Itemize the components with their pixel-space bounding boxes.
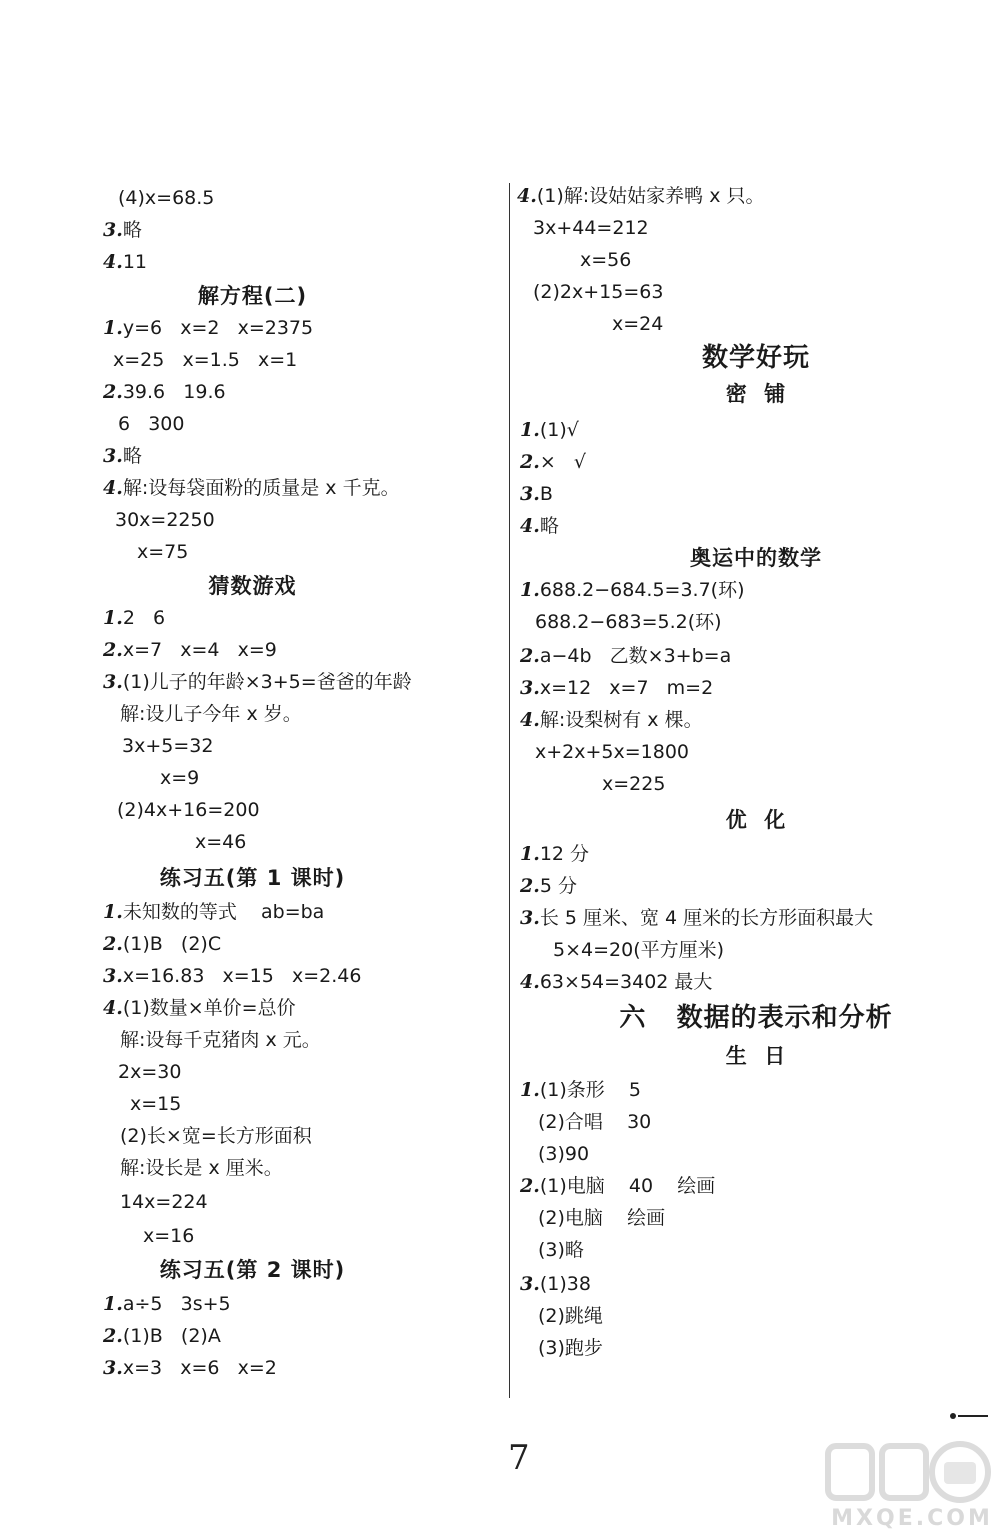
answer-line <box>553 938 724 962</box>
answer-text: 5×4=20(平方厘米) <box>553 939 725 961</box>
answer-text: 解:设长是 x 厘米。 <box>120 1157 283 1179</box>
answer-line <box>520 708 703 732</box>
question-number: 3. <box>103 219 123 241</box>
answer-text: (1)数量×单价=总价 <box>122 997 296 1019</box>
question-number: 2. <box>103 381 123 403</box>
answer-line <box>533 280 663 304</box>
answer-line <box>103 476 400 500</box>
answer-line <box>103 964 361 988</box>
answer-line <box>115 508 215 532</box>
answer-text: (2)合唱 30 <box>538 1111 652 1133</box>
answer-line <box>160 766 199 790</box>
answer-text: x=75 <box>137 541 189 563</box>
question-number: 2. <box>103 639 123 661</box>
answer-line <box>538 1238 584 1262</box>
answer-line <box>103 316 313 340</box>
answer-text: x=56 <box>580 249 632 271</box>
section-heading: 六 数据的表示和分析 <box>619 1003 893 1033</box>
answer-text: 688.2−684.5=3.7(环) <box>539 579 745 601</box>
answer-line <box>538 1142 589 1166</box>
answer-text: x=225 <box>602 773 666 795</box>
answer-line <box>535 740 689 764</box>
answer-text: 11 <box>122 251 148 273</box>
answer-text: 解:设每袋面粉的质量是 x 千克。 <box>122 477 400 499</box>
question-number: 4. <box>520 971 540 993</box>
answer-line <box>137 540 188 564</box>
question-number: 1. <box>520 1079 540 1101</box>
answer-text: 略 <box>122 219 142 241</box>
answer-line <box>120 1028 321 1052</box>
answer-line <box>612 312 663 336</box>
answer-line <box>118 186 214 210</box>
answer-text: 2 6 <box>122 607 166 629</box>
answer-text: (1)B (2)C <box>122 933 222 955</box>
answer-text: (1)条形 5 <box>539 1079 642 1101</box>
question-number: 1. <box>520 419 540 441</box>
answer-text: 6 300 <box>118 413 185 435</box>
answer-line <box>122 734 213 758</box>
section-heading: 生 日 <box>725 1044 787 1068</box>
answer-line <box>103 606 165 630</box>
answer-text: (3)略 <box>538 1239 584 1261</box>
answer-text: 解:设每千克猪肉 x 元。 <box>120 1029 321 1051</box>
question-number: 3. <box>520 907 540 929</box>
answer-text: (1)B (2)A <box>122 1325 221 1347</box>
answer-line <box>120 1124 312 1148</box>
question-number: 1. <box>520 579 540 601</box>
section-heading: 解方程(二) <box>197 284 308 308</box>
answer-text: 解:设儿子今年 x 岁。 <box>120 703 302 725</box>
answer-line <box>538 1206 665 1230</box>
answer-text: x+2x+5x=1800 <box>535 741 690 763</box>
column-divider <box>509 183 510 1398</box>
question-number: 2. <box>520 875 540 897</box>
question-number: 1. <box>103 901 123 923</box>
question-number: 3. <box>520 1273 540 1295</box>
question-number: 3. <box>520 677 540 699</box>
answer-text: x=24 <box>612 313 664 335</box>
question-number: 2. <box>103 933 123 955</box>
section-heading: 练习五(第 2 课时) <box>159 1258 346 1282</box>
answer-line <box>103 932 221 956</box>
question-number: 2. <box>520 1175 540 1197</box>
answer-line <box>103 1292 231 1316</box>
section-heading: 猜数游戏 <box>208 574 297 598</box>
answer-text: (2)跳绳 <box>538 1305 603 1327</box>
question-number: 3. <box>103 1357 123 1379</box>
answer-text: (2)2x+15=63 <box>533 281 664 303</box>
answer-line <box>517 184 764 208</box>
section-heading: 数学好玩 <box>701 343 810 373</box>
answer-text: 未知数的等式 ab=ba <box>122 901 325 923</box>
answer-text: 3x+5=32 <box>122 735 214 757</box>
answer-text: (1)电脑 40 绘画 <box>539 1175 716 1197</box>
answer-line <box>520 842 589 866</box>
answer-text: 30x=2250 <box>115 509 215 531</box>
question-number: 4. <box>520 515 540 537</box>
answer-line <box>520 1174 715 1198</box>
answer-line <box>520 514 559 538</box>
answer-line <box>520 1272 591 1296</box>
question-number: 1. <box>520 843 540 865</box>
answer-text: B <box>539 483 553 505</box>
answer-text: a−4b 乙数×3+b=a <box>539 645 732 667</box>
answer-line <box>520 644 731 668</box>
answer-text: 14x=224 <box>120 1191 208 1213</box>
question-number: 2. <box>520 645 540 667</box>
answer-line <box>538 1336 603 1360</box>
answer-line <box>580 248 631 272</box>
question-number: 4. <box>103 477 123 499</box>
answer-text: 63×54=3402 最大 <box>539 971 713 993</box>
answer-line <box>103 444 142 468</box>
answer-text: (4)x=68.5 <box>118 187 215 209</box>
answer-text: (1)√ <box>539 419 579 441</box>
answer-line <box>103 1324 221 1348</box>
answer-line <box>602 772 665 796</box>
answer-text: 3x+44=212 <box>533 217 649 239</box>
answer-text: y=6 x=2 x=2375 <box>122 317 314 339</box>
section-heading: 密 铺 <box>725 382 787 406</box>
answer-text: x=46 <box>195 831 247 853</box>
answer-text: 略 <box>539 515 559 537</box>
answer-text: (2)4x+16=200 <box>117 799 260 821</box>
question-number: 3. <box>103 965 123 987</box>
question-number: 3. <box>103 671 123 693</box>
answer-text: (2)电脑 绘画 <box>538 1207 666 1229</box>
answer-line <box>520 676 713 700</box>
answer-line <box>118 1060 181 1084</box>
answer-line <box>520 874 577 898</box>
answer-line <box>120 1156 283 1180</box>
answer-text: x=25 x=1.5 x=1 <box>113 349 298 371</box>
answer-line <box>103 900 324 924</box>
answer-text: (2)长×宽=长方形面积 <box>120 1125 312 1147</box>
question-number: 3. <box>103 445 123 467</box>
answer-text: (1)儿子的年龄×3+5=爸爸的年龄 <box>122 671 412 693</box>
section-heading: 优 化 <box>725 808 787 832</box>
question-number: 1. <box>103 317 123 339</box>
watermark-logo <box>820 1440 1000 1531</box>
answer-line <box>143 1224 194 1248</box>
answer-text: x=15 <box>130 1093 182 1115</box>
answer-line <box>118 412 184 436</box>
answer-line <box>113 348 297 372</box>
question-number: 2. <box>103 1325 123 1347</box>
answer-line <box>538 1304 603 1328</box>
answer-line <box>120 1190 208 1214</box>
answer-line <box>538 1110 651 1134</box>
answer-text: 39.6 19.6 <box>122 381 226 403</box>
answer-text: 略 <box>122 445 142 467</box>
answer-line <box>195 830 246 854</box>
question-number: 1. <box>103 607 123 629</box>
answer-text: 长 5 厘米、宽 4 厘米的长方形面积最大 <box>539 907 874 929</box>
answer-line <box>520 970 712 994</box>
answer-line <box>520 418 579 442</box>
page-number: 7 <box>508 1438 530 1478</box>
answer-text: x=9 <box>160 767 200 789</box>
question-number: 4. <box>103 997 123 1019</box>
question-number: 4. <box>520 709 540 731</box>
answer-line <box>103 1356 277 1380</box>
answer-text: (3)90 <box>538 1143 590 1165</box>
answer-text: (3)跑步 <box>538 1337 603 1359</box>
question-number: 2. <box>520 451 540 473</box>
answer-line <box>103 996 296 1020</box>
answer-text: 12 分 <box>539 843 590 865</box>
watermark-text: MXQE.COM <box>831 1506 993 1531</box>
question-number: 1. <box>103 1293 123 1315</box>
answer-text: 5 分 <box>539 875 577 897</box>
answer-line <box>117 798 260 822</box>
answer-line <box>520 906 873 930</box>
answer-line <box>103 670 412 694</box>
section-heading: 练习五(第 1 课时) <box>159 866 346 890</box>
answer-line <box>103 638 277 662</box>
answer-line <box>520 482 553 506</box>
answer-text: (1)解:设姑姑家养鸭 x 只。 <box>536 185 765 207</box>
answer-line <box>103 218 142 242</box>
corner-tab-icon <box>950 1410 988 1422</box>
answer-text: x=7 x=4 x=9 <box>122 639 277 661</box>
answer-line <box>520 450 586 474</box>
answer-text: 2x=30 <box>118 1061 182 1083</box>
answer-text: x=16.83 x=15 x=2.46 <box>122 965 362 987</box>
answer-line <box>103 250 147 274</box>
answer-text: x=3 x=6 x=2 <box>122 1357 277 1379</box>
answer-line <box>520 578 745 602</box>
answer-text: x=16 <box>143 1225 195 1247</box>
answer-line <box>535 610 722 634</box>
answer-text: (1)38 <box>539 1273 591 1295</box>
section-heading: 奥运中的数学 <box>690 546 822 570</box>
answer-line <box>120 702 302 726</box>
answer-line <box>103 380 226 404</box>
answer-text: x=12 x=7 m=2 <box>539 677 714 699</box>
question-number: 3. <box>520 483 540 505</box>
answer-line <box>130 1092 181 1116</box>
question-number: 4. <box>103 251 123 273</box>
answer-text: a÷5 3s+5 <box>122 1293 231 1315</box>
answer-text: 解:设梨树有 x 棵。 <box>539 709 703 731</box>
question-number: 4. <box>517 185 537 207</box>
answer-text: 688.2−683=5.2(环) <box>535 611 722 633</box>
answer-line <box>520 1078 641 1102</box>
answer-line <box>533 216 649 240</box>
answer-text: × √ <box>539 451 586 473</box>
